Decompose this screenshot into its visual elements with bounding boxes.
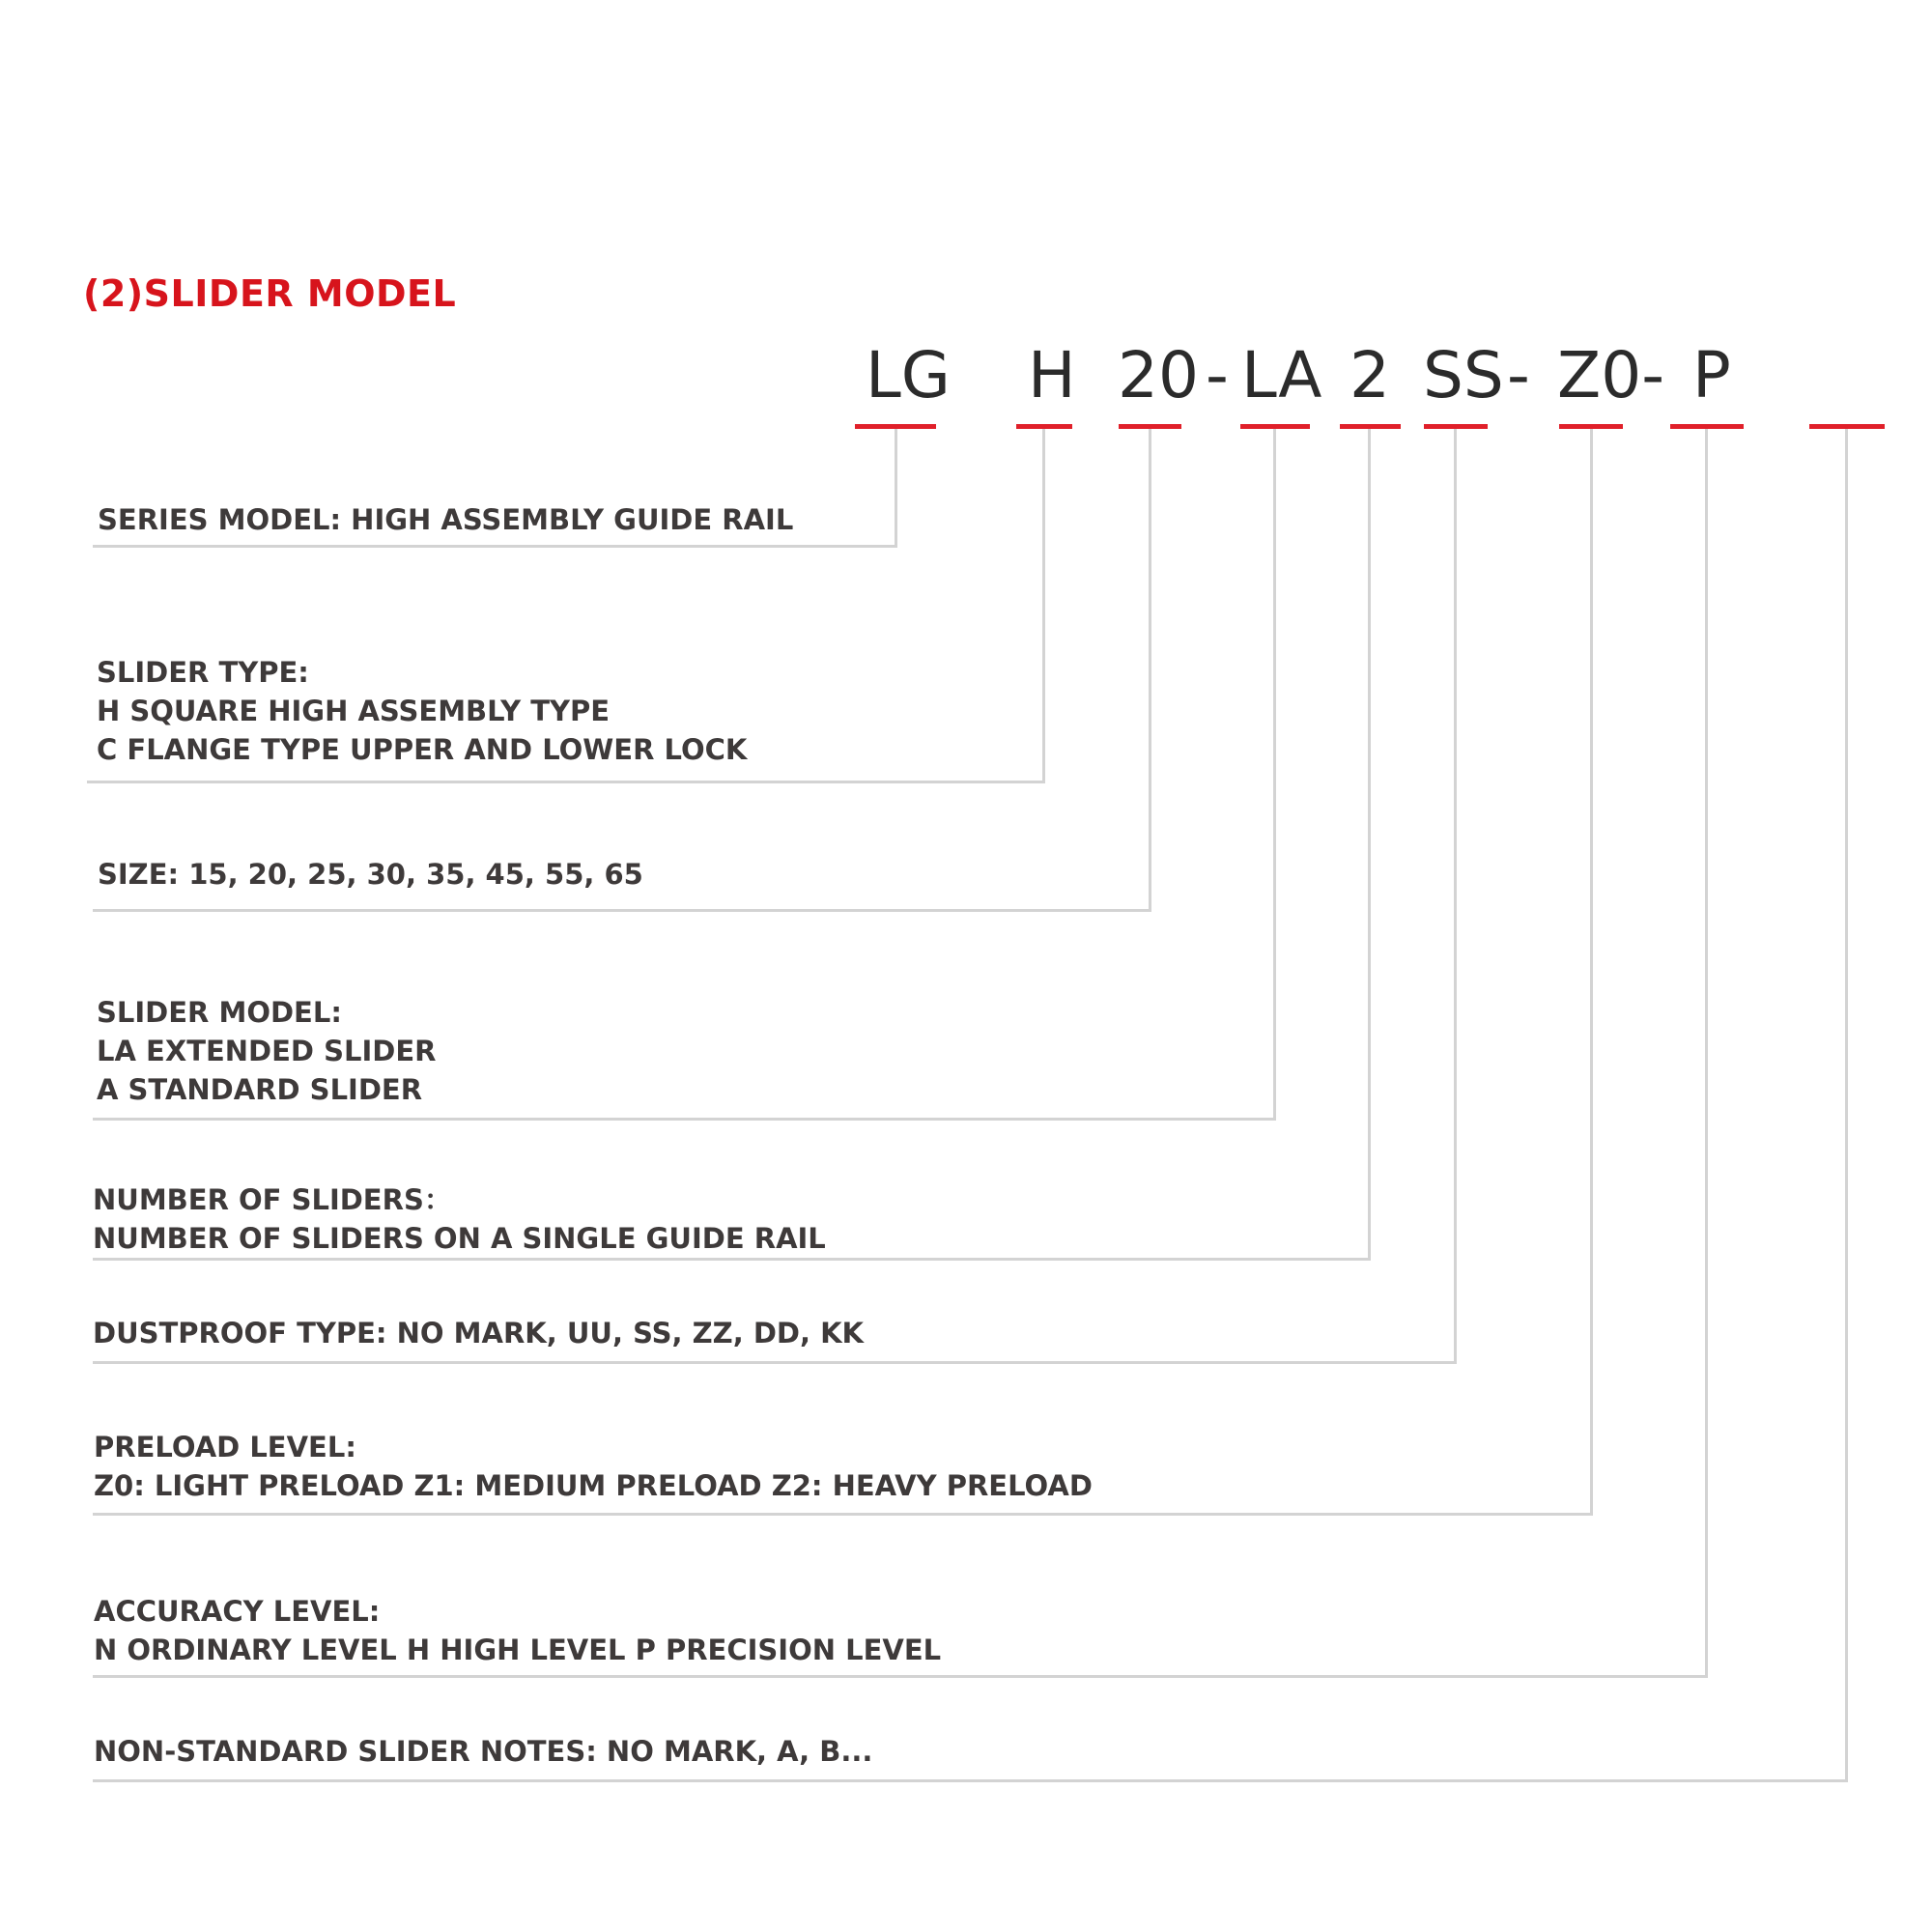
code-part-size: 20 <box>1118 338 1199 412</box>
field-number-of-sliders <box>93 1180 826 1258</box>
connector-horizontal <box>87 781 1045 783</box>
field-line: N ORDINARY LEVEL H HIGH LEVEL P PRECISION LEVEL <box>94 1634 942 1666</box>
connector-horizontal <box>93 1258 1371 1261</box>
connector-horizontal <box>93 1675 1708 1678</box>
connector-horizontal <box>93 1513 1593 1516</box>
connector-horizontal <box>93 1779 1848 1782</box>
field-line: SLIDER TYPE: <box>97 656 309 689</box>
field-line: Z0: LIGHT PRELOAD Z1: MEDIUM PRELOAD Z2: HEAVY PRELOAD <box>94 1469 1093 1502</box>
connector-horizontal <box>93 545 897 548</box>
connector-vertical <box>895 429 897 547</box>
connector-vertical <box>1273 429 1276 1121</box>
connector-vertical <box>1042 429 1045 783</box>
connector-horizontal <box>93 909 1151 912</box>
code-part-count: 2 <box>1350 338 1390 412</box>
field-line: SLIDER MODEL: <box>97 996 342 1029</box>
code-part-preload: Z0- <box>1557 338 1665 412</box>
code-part-series: LG <box>866 338 951 412</box>
field-line: LA EXTENDED SLIDER <box>97 1035 437 1067</box>
code-separator: - <box>1206 338 1229 412</box>
field-line: A STANDARD SLIDER <box>97 1073 423 1106</box>
field-line: NUMBER OF SLIDERS： <box>93 1183 452 1216</box>
field-nonstandard-notes <box>94 1732 872 1771</box>
field-dustproof-type <box>93 1314 864 1352</box>
code-part-slider-type: H <box>1028 338 1076 412</box>
connector-vertical <box>1590 429 1593 1516</box>
field-slider-type <box>97 653 747 769</box>
field-series-model <box>98 500 793 539</box>
connector-vertical <box>1845 429 1848 1782</box>
field-line: ACCURACY LEVEL: <box>94 1595 381 1628</box>
connector-vertical <box>1705 429 1708 1678</box>
field-line: C FLANGE TYPE UPPER AND LOWER LOCK <box>97 733 748 766</box>
field-line: SERIES MODEL: HIGH ASSEMBLY GUIDE RAIL <box>98 503 794 536</box>
field-size <box>98 855 643 894</box>
field-accuracy-level <box>94 1592 941 1669</box>
code-part-slider-model: LA <box>1241 338 1322 412</box>
field-line: DUSTPROOF TYPE: NO MARK, UU, SS, ZZ, DD, KK <box>93 1317 865 1350</box>
field-preload-level <box>94 1428 1093 1505</box>
connector-vertical <box>1149 429 1151 912</box>
code-part-dustproof: SS <box>1423 338 1504 412</box>
connector-vertical <box>1368 429 1371 1261</box>
field-line: H SQUARE HIGH ASSEMBLY TYPE <box>97 695 611 727</box>
code-separator: - <box>1507 338 1530 412</box>
field-line: NON-STANDARD SLIDER NOTES: NO MARK, A, B... <box>94 1735 873 1768</box>
connector-horizontal <box>93 1361 1457 1364</box>
field-slider-model <box>97 993 436 1109</box>
field-line: SIZE: 15, 20, 25, 30, 35, 45, 55, 65 <box>98 858 643 891</box>
code-part-accuracy: P <box>1692 338 1731 412</box>
connector-horizontal <box>93 1118 1276 1121</box>
connector-vertical <box>1454 429 1457 1364</box>
field-line: PRELOAD LEVEL: <box>94 1431 356 1463</box>
diagram-title: (2)SLIDER MODEL <box>83 272 457 315</box>
field-line: NUMBER OF SLIDERS ON A SINGLE GUIDE RAIL <box>93 1222 826 1255</box>
